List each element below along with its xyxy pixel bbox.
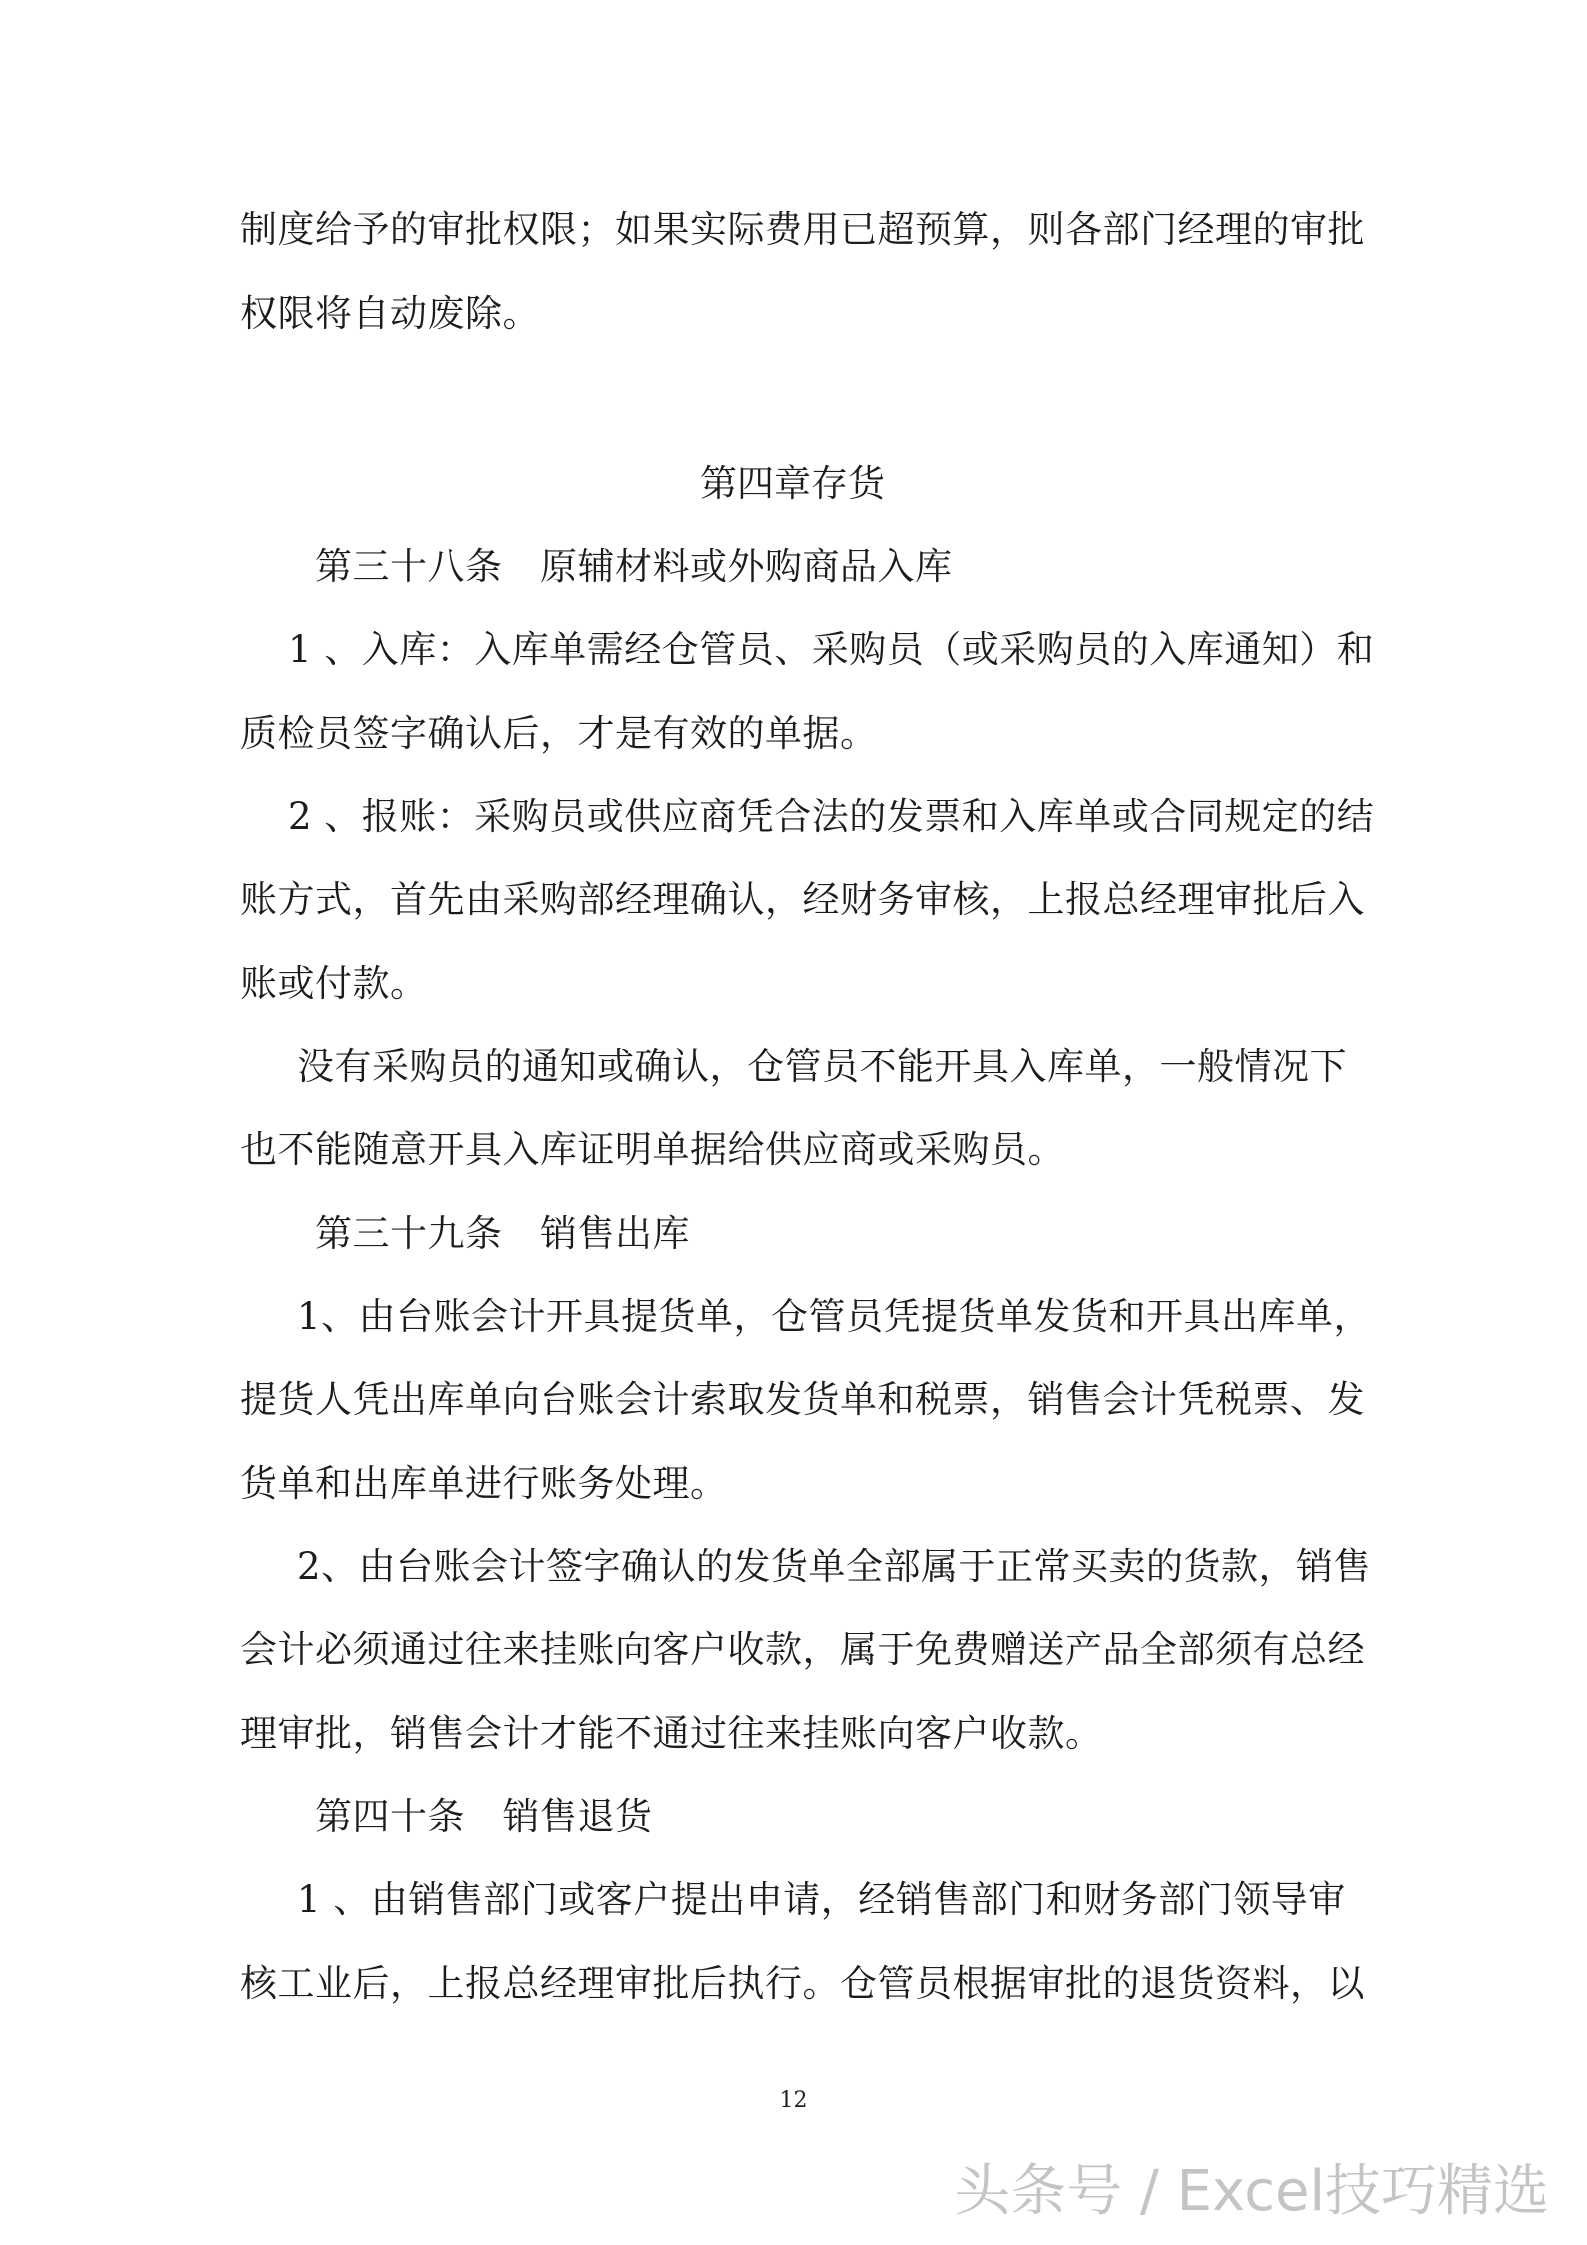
watermark: 头条号 / Excel技巧精选 <box>954 2159 1549 2224</box>
article-38-item-2-line-3: 账或付款。 <box>240 962 428 1005</box>
article-39-item-1-line-3: 货单和出库单进行账务处理。 <box>240 1462 728 1505</box>
article-39-item-2-line-2: 会计必须通过往来挂账向客户收款，属于免费赠送产品全部须有总经 <box>240 1628 1365 1671</box>
article-38-note-line-1: 没有采购员的通知或确认，仓管员不能开具入库单，一般情况下 <box>297 1045 1347 1088</box>
article-38-item-1-line-2: 质检员签字确认后，才是有效的单据。 <box>240 712 878 755</box>
article-38-item-2-line-2: 账方式，首先由采购部经理确认，经财务审核，上报总经理审批后入 <box>240 878 1365 921</box>
article-38-item-2-line-1: 2 、报账：采购员或供应商凭合法的发票和入库单或合同规定的结 <box>288 795 1375 838</box>
article-39-item-1-line-1: 1、由台账会计开具提货单，仓管员凭提货单发货和开具出库单， <box>297 1295 1372 1338</box>
page-number: 12 <box>779 2088 808 2113</box>
article-40-item-1-line-1: 1 、由销售部门或客户提出申请，经销售部门和财务部门领导审 <box>297 1878 1346 1921</box>
article-40-heading: 第四十条 销售退货 <box>315 1795 653 1838</box>
article-39-item-2-line-1: 2、由台账会计签字确认的发货单全部属于正常买卖的货款，销售 <box>297 1545 1372 1588</box>
article-39-item-2-line-3: 理审批，销售会计才能不通过往来挂账向客户收款。 <box>240 1712 1103 1755</box>
article-38-heading: 第三十八条 原辅材料或外购商品入库 <box>315 545 953 588</box>
article-38-item-1-line-1: 1 、入库：入库单需经仓管员、采购员（或采购员的入库通知）和 <box>288 628 1375 671</box>
intro-paragraph-line-1: 制度给予的审批权限；如果实际费用已超预算，则各部门经理的审批 <box>240 208 1365 251</box>
article-40-item-1-line-2: 核工业后，上报总经理审批后执行。仓管员根据审批的退货资料，以 <box>240 1962 1365 2005</box>
intro-paragraph-line-2: 权限将自动废除。 <box>240 292 540 335</box>
article-39-heading: 第三十九条 销售出库 <box>315 1212 690 1255</box>
chapter-title: 第四章存货 <box>700 462 885 505</box>
article-38-note-line-2: 也不能随意开具入库证明单据给供应商或采购员。 <box>240 1128 1065 1171</box>
article-39-item-1-line-2: 提货人凭出库单向台账会计索取发货单和税票，销售会计凭税票、发 <box>240 1378 1365 1421</box>
